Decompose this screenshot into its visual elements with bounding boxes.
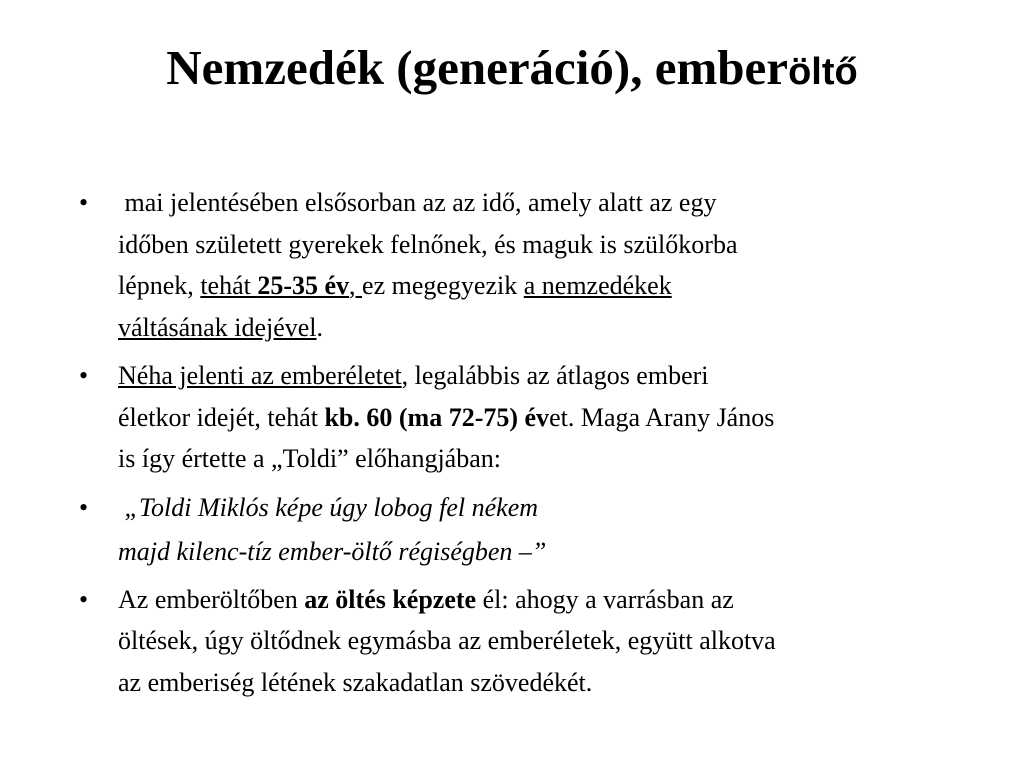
quote-line1: „Toldi Miklós képe úgy lobog fel nékem	[118, 492, 539, 522]
bullet1-line4	[118, 307, 999, 349]
bullet-marker: •	[79, 584, 89, 614]
bullet2-line1	[118, 355, 999, 397]
slide-title	[0, 36, 1024, 104]
bullet2-line2-a: életkor idejét, tehát	[118, 402, 325, 432]
bullet2-line2	[118, 397, 999, 439]
title-main: Nemzedék (generáció), ember	[166, 40, 789, 95]
bullet1-line3	[118, 265, 999, 307]
bullet-item-4	[79, 579, 999, 704]
bullet2-line2-c: et. Maga Arany János	[549, 402, 775, 432]
bullet2-line3: is így értette a „Toldi” előhangjában:	[118, 444, 501, 473]
bullet4-stitch-concept: az öltés képzete	[304, 584, 477, 614]
bullet-marker: •	[79, 188, 89, 217]
bullet-item-1	[79, 182, 999, 348]
bullet4-line1-c: él: ahogy a varrásban az	[476, 584, 734, 614]
bullet1-years: 25-35 év	[257, 271, 350, 300]
bullet-marker: •	[79, 361, 89, 390]
bullet1-generations: a nemzedékek	[523, 271, 672, 300]
title-tail: öltő	[788, 51, 858, 93]
bullet-item-3	[79, 487, 999, 529]
bullet2-age: kb. 60 (ma 72-75) év	[324, 402, 550, 432]
bullet1-exchange-time: váltásának idejével	[118, 312, 317, 342]
bullet2-line1-rest: , legalábbis az átlagos emberi	[401, 361, 709, 390]
bullet4-line1	[118, 579, 999, 621]
bullet1-line3-a: lépnek,	[118, 271, 201, 300]
bullet1-underlined-segment	[200, 271, 362, 300]
bullet1-line2: időben született gyerekek felnőnek, és maguk is szülőkorba	[118, 229, 738, 259]
bullet-marker: •	[79, 492, 89, 522]
bullet4-line2: öltések, úgy öltődnek egymásba az emberéletek, együtt alkotva	[118, 626, 776, 655]
bullet2-lifetime: Néha jelenti az emberéletet	[118, 361, 402, 390]
bullet4-line3: az emberiség létének szakadatlan szövedékét.	[118, 667, 593, 697]
bullet1-line3-e: ez megegyezik	[362, 271, 524, 300]
bullet1-line3-d: ,	[349, 271, 363, 300]
quote-line2: majd kilenc-tíz ember-öltő régiségben –”	[118, 537, 547, 566]
bullet1-line1: mai jelentésében elsősorban az az idő, amely alatt az egy	[118, 188, 717, 217]
bullet-item-2	[79, 355, 999, 480]
slide-body	[79, 182, 999, 710]
bullet4-line1-a: Az emberöltőben	[118, 584, 305, 614]
bullet1-line4-end: .	[316, 312, 324, 342]
bullet1-line3-b: tehát	[200, 271, 258, 300]
